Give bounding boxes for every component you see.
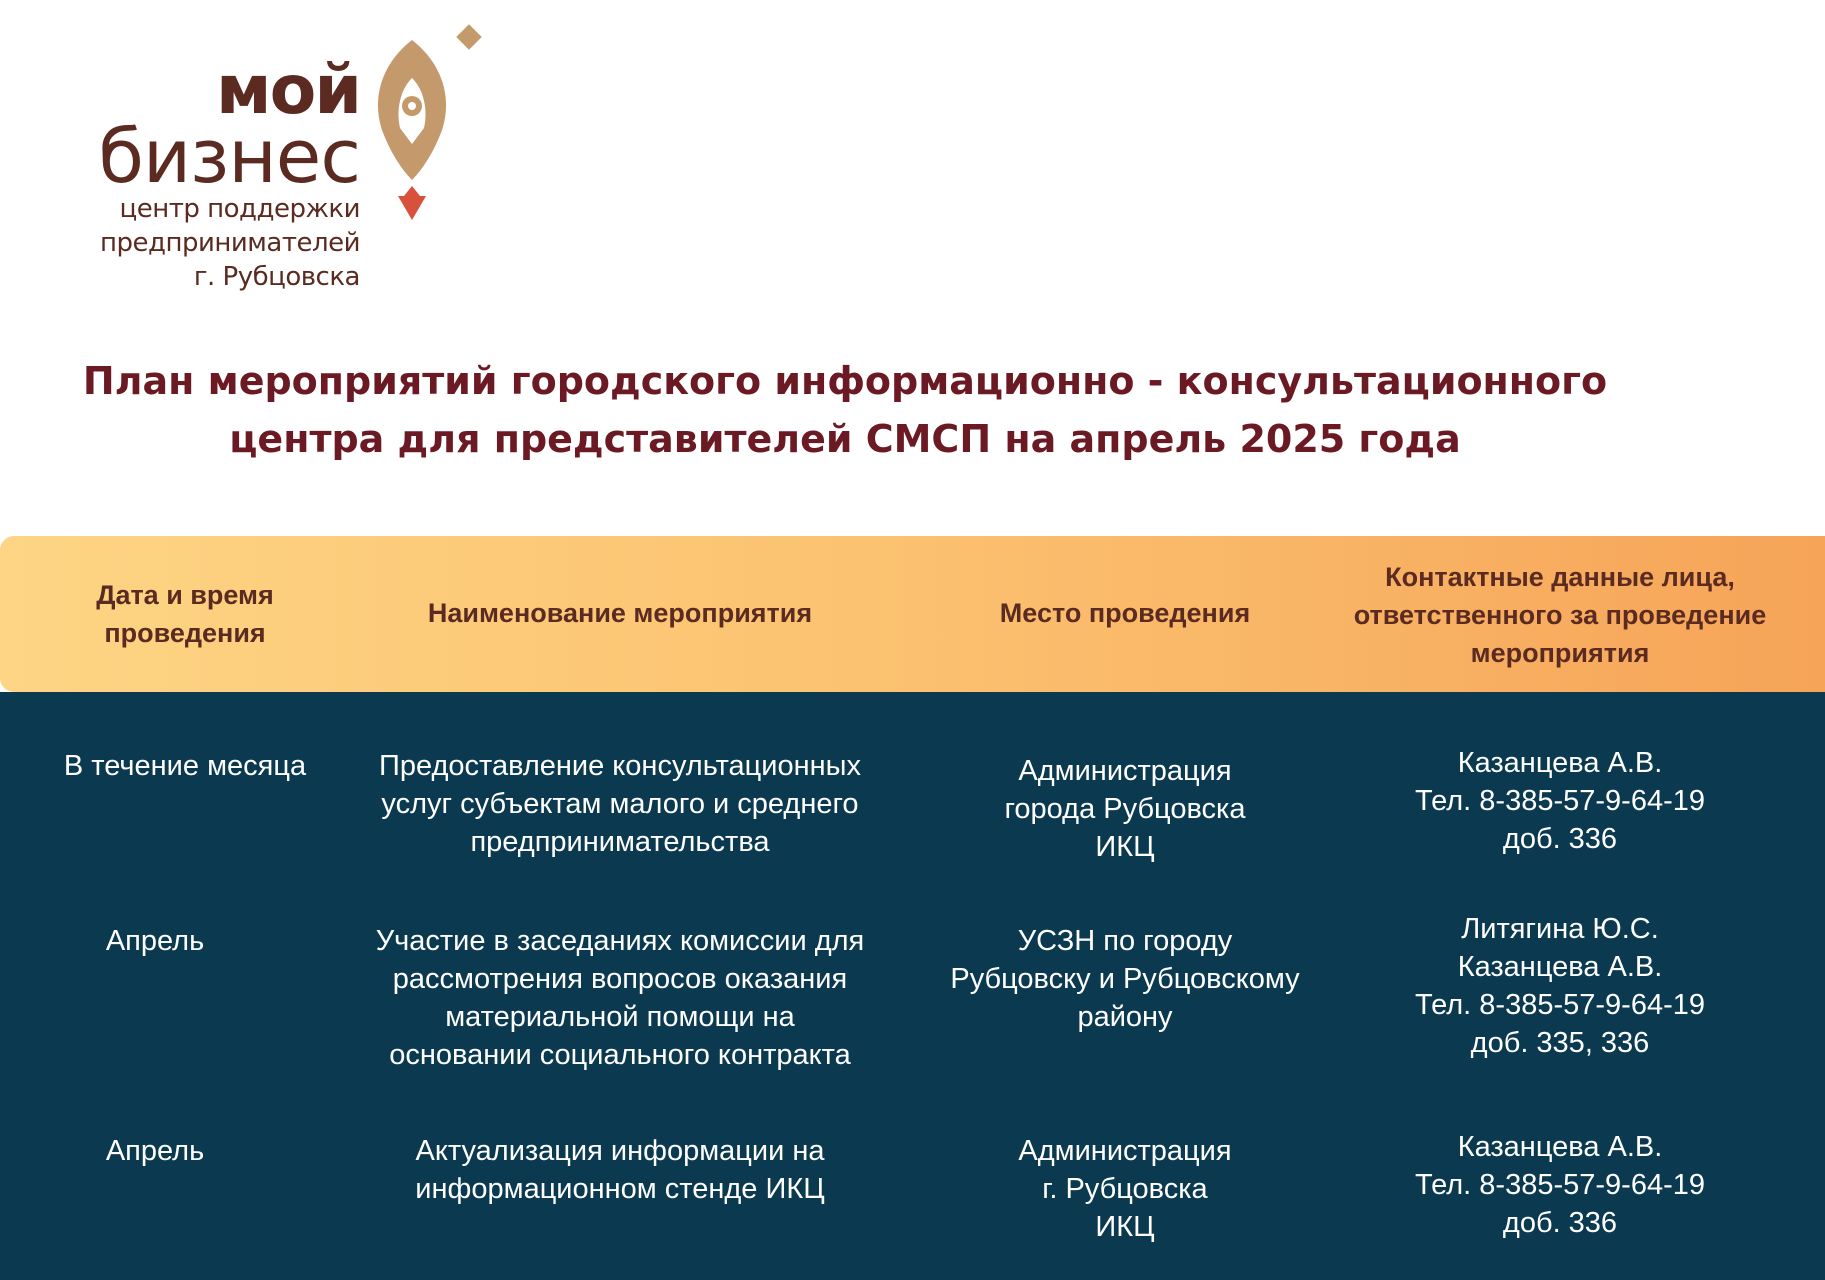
header-line: Дата и время [96,580,274,610]
cell-line: основании социального контракта [389,1039,851,1071]
cell-line: материальной помощи на [445,1001,795,1033]
cell-line: г. Рубцовска [1042,1173,1208,1205]
logo-tagline-line: центр поддержки [119,194,360,224]
cell-line: города Рубцовска [1004,793,1246,825]
header-line: проведения [104,618,266,648]
header-contact [1320,558,1800,672]
logo-word-moi: мой [216,51,360,130]
cell-line: В течение месяца [63,750,307,782]
logo-word-biznes: бизнес [98,113,360,200]
row-3-date [0,1132,310,1170]
row-1-contact [1320,744,1800,858]
table-body [0,692,1825,1280]
row-2-date [0,922,310,960]
cell-line: услуг субъектам малого и среднего [381,788,859,820]
cell-line: Администрация [1018,755,1232,787]
cell-line: рассмотрения вопросов оказания [392,963,848,995]
cell-line: доб. 336 [1502,1207,1618,1239]
cell-line: информационном стенде ИКЦ [415,1173,825,1205]
cell-line: Казанцева А.В. [1457,951,1663,983]
rocket-location-pin-icon [362,20,502,230]
row-2-event [340,922,900,1074]
cell-line: Рубцовску и Рубцовскому [950,963,1300,995]
page-title-line-2: центра для представителей СМСП на апрель 2025 года [229,417,1461,461]
cell-line: ИКЦ [1095,831,1155,863]
row-3-contact [1320,1128,1800,1242]
logo-flame-shape [398,196,426,220]
cell-line: Актуализация информации на [415,1135,825,1167]
cell-line: Апрель [105,925,205,957]
logo-pin-window-center [408,102,416,110]
header-line: Контактные данные лица, [1385,562,1735,592]
page-title [0,352,1690,468]
cell-line: району [1077,1001,1173,1033]
cell-line: Литягина Ю.С. [1461,913,1659,945]
cell-line: доб. 335, 336 [1470,1027,1650,1059]
cell-line: предпринимательства [470,826,770,858]
header-line: ответственного за проведение [1353,600,1767,630]
cell-line: Апрель [105,1135,205,1167]
cell-line: ИКЦ [1095,1211,1155,1243]
row-2-contact [1320,910,1800,1062]
cell-line: Казанцева А.В. [1457,1131,1663,1163]
header-event-name [340,594,900,632]
cell-line: доб. 336 [1502,823,1618,855]
header-line: мероприятия [1470,638,1650,668]
logo-wordmark [98,51,360,200]
logo-tagline-line: предпринимателей [100,228,360,258]
cell-line: Тел. 8-385-57-9-64-19 [1415,989,1705,1021]
logo [30,20,490,300]
cell-line: Администрация [1018,1135,1232,1167]
row-3-place [900,1132,1350,1246]
schedule-table [0,536,1825,1280]
header-place [900,594,1350,632]
row-2-place [900,922,1350,1036]
row-1-event [340,747,900,861]
page-title-line-1: План мероприятий городского информационно - консультационного [82,359,1608,403]
cell-line: Предоставление консультационных [379,750,861,782]
row-3-event [340,1132,900,1208]
header-line: Наименование мероприятия [427,598,813,628]
row-1-place [900,752,1350,866]
row-1-date [30,747,340,785]
table-header [0,536,1825,692]
cell-line: Казанцева А.В. [1457,747,1663,779]
logo-flame-top [404,186,420,196]
cell-line: УСЗН по городу [1017,925,1233,957]
header-line: Место проведения [999,598,1251,628]
cell-line: Тел. 8-385-57-9-64-19 [1415,785,1705,817]
header-date-time [30,576,340,652]
logo-tagline [100,192,360,294]
cell-line: Тел. 8-385-57-9-64-19 [1415,1169,1705,1201]
logo-spark-shape [456,24,481,49]
cell-line: Участие в заседаниях комиссии для [375,925,865,957]
logo-tagline-line: г. Рубцовска [193,262,360,292]
